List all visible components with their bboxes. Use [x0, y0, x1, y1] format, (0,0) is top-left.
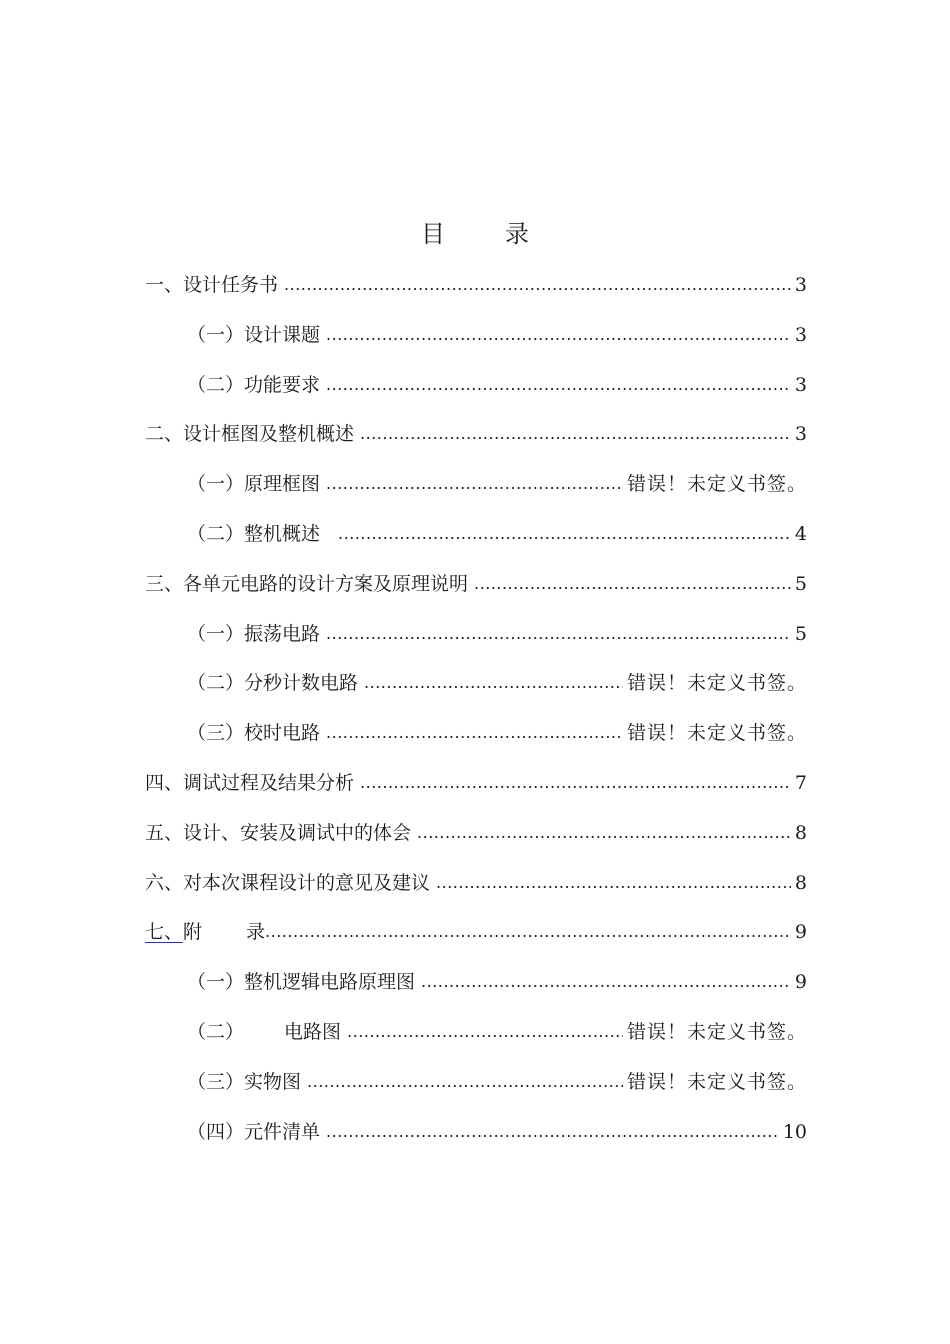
toc-entry-page: 5 [794, 572, 807, 595]
toc-list [145, 268, 807, 1164]
toc-entry-page-error: 错误！未定义书签。 [626, 473, 807, 496]
toc-entry-page: 9 [794, 921, 807, 944]
toc-entry[interactable] [145, 915, 807, 965]
toc-entry-page: 10 [782, 1120, 807, 1143]
toc-entry-label: （三）实物图 [187, 1070, 302, 1093]
toc-leader-dots [265, 915, 791, 949]
toc-entry-label: 四、调试过程及结果分析 [145, 771, 355, 794]
toc-title-char-2: 录 [505, 220, 529, 248]
toc-entry-page: 3 [794, 373, 807, 396]
toc-leader-dots [338, 517, 791, 551]
toc-entry-page-error: 错误！未定义书签。 [626, 722, 807, 745]
toc-entry-label [145, 915, 265, 949]
toc-entry-label-part-b: 录 [246, 921, 266, 944]
toc-leader-dots [474, 567, 791, 601]
toc-entry[interactable] [145, 1115, 807, 1165]
toc-entry-label: （一）振荡电路 [187, 622, 321, 645]
toc-leader-dots [326, 716, 623, 750]
toc-entry-label: （一）整机逻辑电路原理图 [187, 971, 416, 994]
toc-entry-page: 5 [794, 622, 807, 645]
toc-entry-page: 3 [794, 423, 807, 446]
toc-leader-dots [364, 666, 623, 700]
toc-entry-label: （二）分秒计数电路 [187, 672, 359, 695]
toc-entry[interactable] [145, 417, 807, 467]
toc-entry-page: 3 [794, 323, 807, 346]
toc-entry-label: （一）设计课题 [187, 323, 321, 346]
toc-entry-page-error: 错误！未定义书签。 [626, 1070, 807, 1093]
toc-entry-page: 4 [794, 522, 807, 545]
toc-entry-label: （二）功能要求 [187, 373, 321, 396]
toc-entry-label: （二）整机概述 [187, 522, 321, 545]
toc-entry-page: 9 [794, 971, 807, 994]
toc-entry[interactable] [145, 268, 807, 318]
toc-leader-dots [326, 467, 623, 501]
toc-entry-label-prefix: （二） [187, 1020, 245, 1043]
toc-entry-label-part-a: 附 [183, 921, 203, 944]
toc-entry[interactable] [145, 517, 807, 567]
toc-entry[interactable] [145, 766, 807, 816]
toc-entry-label: 六、对本次课程设计的意见及建议 [145, 871, 431, 894]
toc-entry-label: （三）校时电路 [187, 722, 321, 745]
toc-leader-dots [436, 866, 791, 900]
toc-title [0, 214, 950, 249]
toc-entry[interactable] [145, 1015, 807, 1065]
toc-entry[interactable] [145, 318, 807, 368]
toc-entry-label: （一）原理框图 [187, 473, 321, 496]
toc-leader-dots [326, 1115, 779, 1149]
toc-entry[interactable] [145, 965, 807, 1015]
toc-entry-label: 一、设计任务书 [145, 274, 279, 296]
toc-entry-label: 三、各单元电路的设计方案及原理说明 [145, 572, 469, 595]
toc-entry[interactable] [145, 866, 807, 916]
toc-leader-dots [284, 268, 791, 302]
toc-entry-number-link[interactable]: 七、 [145, 921, 184, 944]
toc-entry[interactable] [145, 1065, 807, 1115]
toc-leader-dots [307, 1065, 623, 1099]
toc-leader-dots [326, 368, 791, 402]
toc-entry-page: 3 [794, 274, 807, 296]
toc-leader-dots [360, 766, 791, 800]
toc-leader-dots [421, 965, 791, 999]
toc-entry-label: （四）元件清单 [187, 1120, 321, 1143]
toc-entry-label-part-b: 电路图 [284, 1020, 342, 1043]
toc-leader-dots [326, 617, 791, 651]
toc-entry[interactable] [145, 816, 807, 866]
toc-entry[interactable] [145, 368, 807, 418]
toc-entry[interactable] [145, 567, 807, 617]
toc-entry[interactable] [145, 666, 807, 716]
toc-entry-label: 二、设计框图及整机概述 [145, 423, 355, 446]
toc-leader-dots [417, 816, 791, 850]
toc-entry[interactable] [145, 467, 807, 517]
toc-entry-page: 7 [794, 771, 807, 794]
toc-entry-label [187, 1015, 341, 1049]
toc-entry[interactable] [145, 716, 807, 766]
toc-entry[interactable] [145, 617, 807, 667]
toc-leader-dots [347, 1015, 623, 1049]
toc-entry-label: 五、设计、安装及调试中的体会 [145, 821, 412, 844]
toc-title-char-1: 目 [421, 220, 445, 248]
toc-entry-page-error: 错误！未定义书签。 [626, 1020, 807, 1043]
toc-entry-page: 8 [794, 871, 807, 894]
toc-entry-page: 8 [794, 821, 807, 844]
toc-entry-page-error: 错误！未定义书签。 [626, 672, 807, 695]
toc-leader-dots [360, 417, 791, 451]
toc-leader-dots [326, 318, 791, 352]
